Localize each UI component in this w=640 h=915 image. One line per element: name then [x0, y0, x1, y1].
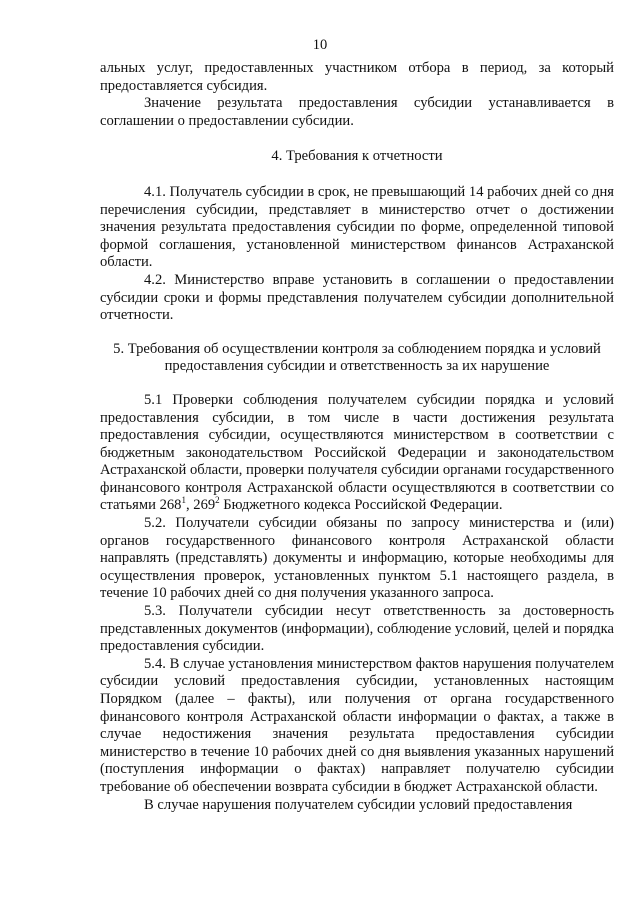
- superscript-article-269: 2: [215, 495, 220, 506]
- paragraph-5-2: 5.2. Получатели субсидии обязаны по запросу министерства и (или) органов государственного финансового контроля Астраханской области направлять (представлять) документы и информацию, которые необходимы для осуществления проверок, установленных пунктом 5.1 настоящего раздела, в течение 10 рабочих дней со дня получения указанного запроса.: [100, 515, 614, 602]
- section-5-heading: 5. Требования об осуществлении контроля за соблюдением порядка и условий предоставления субсидии и ответственность за их нарушение: [113, 340, 601, 375]
- paragraph-violation: В случае нарушения получателем субсидии условий предоставления: [144, 796, 573, 813]
- paragraph-5-1-end: Бюджетного кодекса Российской Федерации.: [219, 497, 503, 514]
- page-number: 10: [312, 37, 328, 53]
- paragraph-5-3: 5.3. Получатели субсидии несут ответственность за достоверность представленных документов (информации), соблюдение условий, целей и порядка предоставления субсидии.: [100, 603, 614, 655]
- paragraph-4-1: 4.1. Получатель субсидии в срок, не превышающий 14 рабочих дней со дня перечисления субсидии, представляет в министерство отчет о достижении значения результата предоставления субсидии по форме, определенной типовой формой соглашения, установленной министерством финансов Астраханской области.: [100, 183, 614, 271]
- paragraph-5-1: [100, 392, 614, 515]
- paragraph-5-1-text: 5.1 Проверки соблюдения получателем субсидии порядка и условий предоставления субсидии, в том числе в части достижения результата предоставления субсидии, осуществляются министерством в соответствии с бюджетным законодательством Российской Федерации и законодательством Астраханской области, проверки получателя субсидии органами государственного финансового контроля Астраханской области осуществляются в соответствии со статьями 268: [100, 391, 614, 514]
- paragraph-result-value: Значение результата предоставления субсидии устанавливается в соглашении о предоставлении субсидии.: [100, 95, 614, 129]
- superscript-article-268: 1: [181, 495, 186, 506]
- paragraph-5-1-article-269: , 269: [185, 497, 216, 514]
- document-body: [100, 60, 614, 814]
- section-4-heading: 4. Требования к отчетности: [271, 148, 443, 165]
- paragraph-continuation: альных услуг, предоставленных участником отбора в период, за который предоставляется субсидия.: [100, 60, 614, 94]
- paragraph-5-4: 5.4. В случае установления министерством фактов нарушения получателем субсидии условий предоставления субсидии, установленных настоящим Порядком (далее – факты), или получения от органа государственного финансового контроля Астраханской области информации о фактах, а также в случае недостижения значения результата предоставления субсидии министерство в течение 10 рабочих дней со дня выявления указанных нарушений (поступления информации о фактах) направляет получателю субсидии требование об обеспечении возврата субсидии в бюджет Астраханской области.: [100, 655, 614, 795]
- paragraph-4-2: 4.2. Министерство вправе установить в соглашении о предоставлении субсидии сроки и формы представления получателем субсидии дополнительной отчетности.: [100, 271, 614, 324]
